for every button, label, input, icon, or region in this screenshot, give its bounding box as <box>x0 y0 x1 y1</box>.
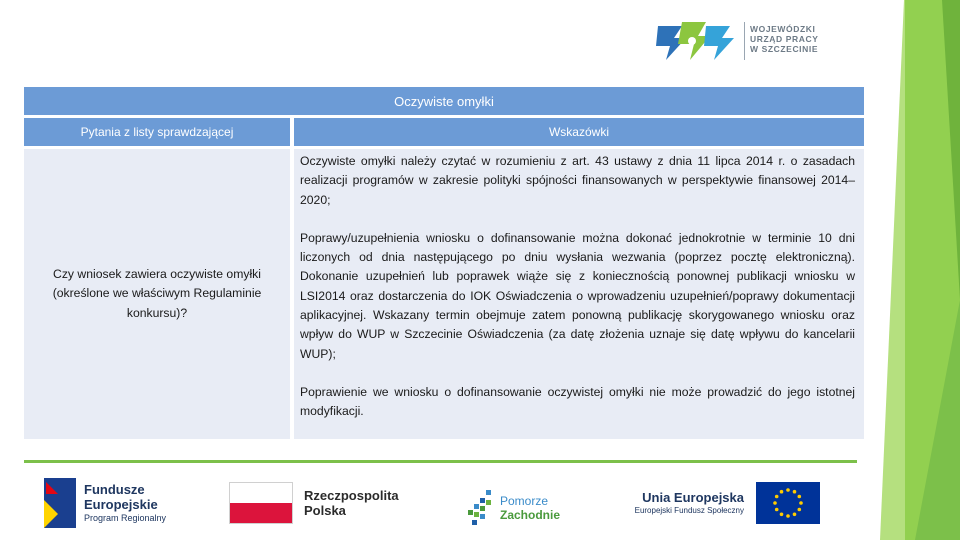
footer-logos <box>0 470 960 540</box>
fe-text <box>84 482 166 524</box>
fe-line: Program Regionalny <box>84 513 167 523</box>
eu-flag-icon <box>756 482 820 524</box>
wup-emblem-icon <box>652 16 738 66</box>
pomorze-zachodnie-logo <box>500 494 560 522</box>
hint-paragraph: Oczywiste omyłki należy czytać w rozumieniu z art. 43 ustawy z dnia 11 lipca 2014 r. o zasadach realizacji programów w zakresie polityki spójności finansowanych w perspektywie finansowej 2014–2020; <box>300 154 855 207</box>
table-title: Oczywiste omyłki <box>24 87 864 115</box>
hints-cell <box>294 149 864 439</box>
fe-flag-icon <box>44 478 76 528</box>
rp-line: Rzeczpospolita <box>304 488 399 503</box>
fe-line: Europejskie <box>84 497 158 512</box>
org-name <box>750 24 818 54</box>
pz-line: Pomorze <box>500 494 549 508</box>
poland-flag-icon <box>229 482 293 524</box>
pomorze-emblem-icon <box>464 480 496 526</box>
org-line: W SZCZECINIE <box>750 44 819 54</box>
hint-paragraph: Poprawienie we wniosku o dofinansowanie oczywistej omyłki nie może prowadzić do jego istotnej modyfikacji. <box>300 384 855 419</box>
ue-line: Europejski Fundusz Społeczny <box>634 506 744 515</box>
fe-line: Fundusze <box>84 482 145 497</box>
ue-line: Unia Europejska <box>642 490 744 505</box>
column-header-hints: Wskazówki <box>294 118 864 146</box>
rzeczpospolita-logo <box>304 488 399 518</box>
column-header-questions: Pytania z listy sprawdzającej <box>24 118 290 146</box>
wup-logo <box>652 16 832 66</box>
rp-line: Polska <box>304 503 346 518</box>
pz-line: Zachodnie <box>500 508 561 522</box>
org-line: URZĄD PRACY <box>750 34 819 44</box>
question-cell <box>24 149 290 439</box>
hint-paragraph: Poprawy/uzupełnienia wniosku o dofinansowanie można dokonać jednokrotnie w terminie 10 dni liczonych od dnia następującego po dniu wysłania wezwania (poprzez pocztę elektroniczną). Dokonanie uzupełnień lub poprawek wiąże się z koniecznością ponownej publikacji wniosku w LSI2014 oraz dostarczenia do IOK Oświadczenia o wprowadzeniu uzupełnień/poprawy dokumentacji aplikacyjnej. Wskazany termin obejmuje zatem ponowną publikację skorygowanego wniosku oraz wpływ do WUP w Szczecinie Oświadczenia (za datę złożenia uznaje się datę wpływu do kancelarii WUP); <box>300 230 855 361</box>
unia-europejska-logo <box>614 490 744 517</box>
org-line: WOJEWÓDZKI <box>750 24 816 34</box>
logo-divider <box>744 22 745 60</box>
question-text: Czy wniosek zawiera oczywiste omyłki (określone we właściwym Regulaminie konkursu)? <box>52 267 262 320</box>
footer-divider <box>24 460 857 463</box>
